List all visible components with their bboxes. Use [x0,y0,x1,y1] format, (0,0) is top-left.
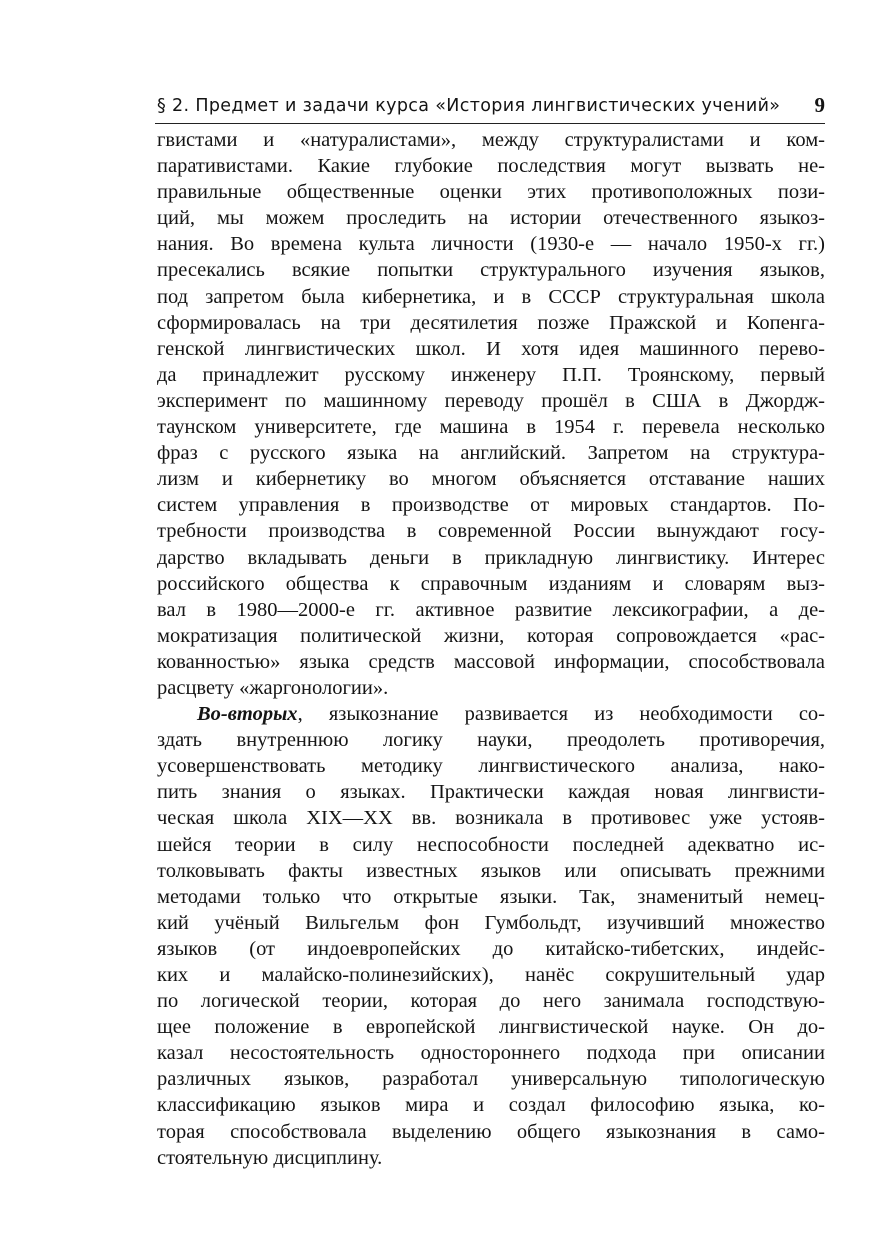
text-line: различных языков, разработал универсальную типологическую [157,1068,825,1091]
text-line: пить знания о языках. Практически каждая новая лингвисти- [157,781,825,804]
text-line: сформировалась на три десятилетия позже Пражской и Копенга- [157,311,825,334]
text-line: ких и малайско-полинезийских), нанёс сокрушительный удар [157,964,825,986]
text-line: нания. Во времена культа личности (1930-е — начало 1950-х гг.) [157,233,825,256]
text-line: дарство вкладывать деньги в прикладную лингвистику. Интерес [157,546,825,569]
text-line: усовершенствовать методику лингвистического анализа, нако- [157,755,825,778]
text-line: под запретом была кибернетика, и в СССР структуральная школа [157,285,825,308]
text-line: российского общества к справочным изданиям и словарям выз- [157,572,825,595]
text-line: толковывать факты известных языков или описывать прежними [157,859,825,882]
text-line: кий учёный Вильгельм фон Гумбольдт, изучивший множество [157,911,825,934]
running-header [155,93,825,124]
text-line: стоятельную дисциплину. [157,1146,383,1169]
text-line: систем управления в производстве от мировых стандартов. По- [157,494,825,517]
text-line: лизм и кибернетику во многом объясняется отставание наших [157,468,825,491]
text-line: казал несостоятельность одностороннего подхода при описании [157,1042,825,1065]
paragraph-lead: Во-вторых [197,703,298,726]
text-line: правильные общественные оценки этих противоположных пози- [157,181,825,204]
text-line: ций, мы можем проследить на истории отечественного языкоз- [157,207,825,230]
text-line: языков (от индоевропейских до китайско-тибетских, индейс- [157,937,825,960]
text-body [157,127,825,1171]
text-line: да принадлежит русскому инженеру П.П. Троянскому, первый [157,363,825,386]
text-line: мократизация политической жизни, которая сопровождается «рас- [157,624,825,647]
text-line: ческая школа XIX—XX вв. возникала в противовес уже устояв- [157,807,825,830]
first-line-rest: , языкознание развивается из необходимости со- [297,703,825,726]
text-line: кованностью» языка средств массовой информации, способствовала [157,650,825,673]
text-line: гвистами и «натуралистами», между структуралистами и ком- [157,129,825,151]
text-line: требности производства в современной России вынуждают госу- [157,520,825,543]
paragraph-2 [157,701,825,1171]
text-line: паративистами. Какие глубокие последствия могут вызвать не- [157,155,825,178]
text-line: таунском университете, где машина в 1954 г. перевела несколько [157,416,825,439]
text-line: расцвету «жаргонологии». [157,676,389,699]
text-line: классификацию языков мира и создал философию языка, ко- [157,1094,825,1117]
text-line: пресекались всякие попытки структурального изучения языков, [157,259,825,282]
text-line: методами только что открытые языки. Так, знаменитый немец- [157,885,825,908]
text-line: по логической теории, которая до него занимала господствую- [157,990,825,1013]
paragraph-2-first-line [157,701,825,727]
text-line: генской лингвистических школ. И хотя идея машинного перево- [157,337,825,360]
text-line: вал в 1980—2000-е гг. активное развитие лексикографии, а де- [157,598,825,621]
text-line: эксперимент по машинному переводу прошёл в США в Джордж- [157,389,825,412]
text-line: шейся теории в силу неспособности последней адекватно ис- [157,833,825,856]
running-title: § 2. Предмет и задачи курса «История лингвистических учений» [157,96,781,116]
text-line: щее положение в европейской лингвистической науке. Он до- [157,1016,825,1039]
text-line: фраз с русского языка на английский. Запретом на структура- [157,442,825,465]
page-number: 9 [814,93,825,117]
text-line: торая способствовала выделению общего языкознания в само- [157,1120,825,1143]
text-line: здать внутреннюю логику науки, преодолеть противоречия, [157,729,825,752]
paragraph-1 [157,127,825,701]
